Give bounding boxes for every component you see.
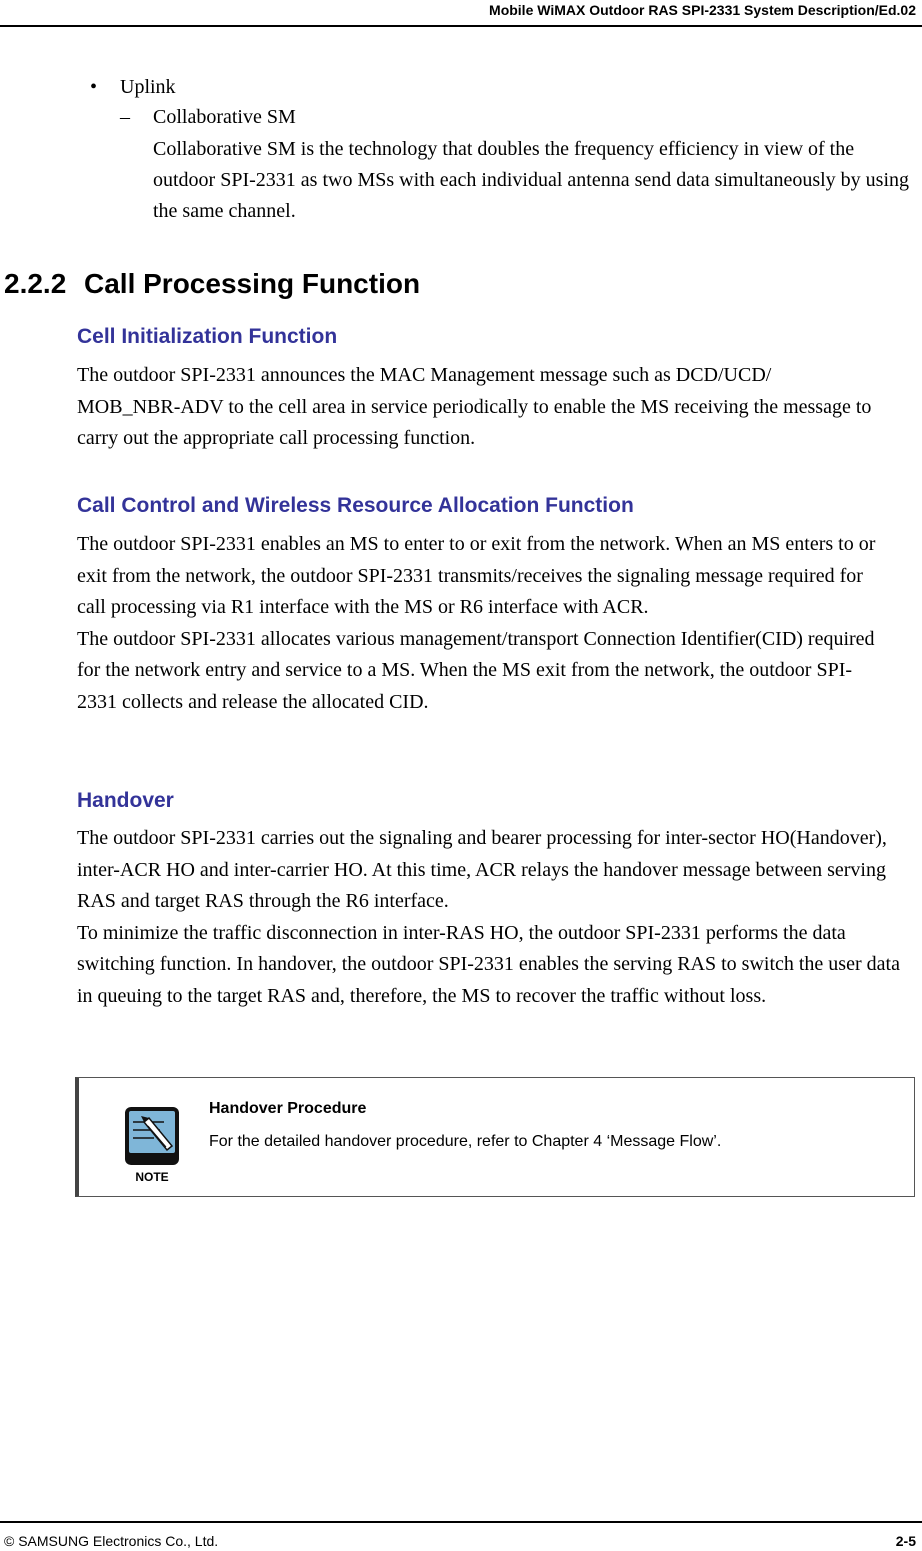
section-title: Call Processing Function xyxy=(84,268,421,299)
collaborative-sm-description: Collaborative SM is the technology that doubles the frequency efficiency in view of the outdoor SPI-2331 as two MSs with each individual antenna send data simultaneously by using the same channel. xyxy=(153,138,910,222)
footer-copyright: © SAMSUNG Electronics Co., Ltd. xyxy=(4,1533,219,1549)
call-control-paragraph: The outdoor SPI-2331 allocates various management/transport Connection Identifier(CID) required for the network entry and service to a MS. When the MS exit from the network, the outdoor SPI-2331 collects and release the allocated CID. xyxy=(77,627,875,713)
handover-paragraph: The outdoor SPI-2331 carries out the signaling and bearer processing for inter-sector HO(Handover), inter-ACR HO and inter-carrier HO. At this time, ACR relays the handover message between serving RAS and target RAS through the R6 interface. xyxy=(77,827,887,912)
note-icon-label: NOTE xyxy=(135,1170,169,1184)
document-title: Mobile WiMAX Outdoor RAS SPI-2331 System Description/Ed.02 xyxy=(489,2,916,18)
handover-paragraph: To minimize the traffic disconnection in inter-RAS HO, the outdoor SPI-2331 performs the data switching function. In handover, the outdoor SPI-2331 enables the serving RAS to switch the user data in queuing to the target RAS and, therefore, the MS to recover the traffic without loss. xyxy=(77,921,900,1007)
footer-divider xyxy=(0,1521,922,1523)
bullet-marker: • xyxy=(90,76,98,98)
note-pencil-icon xyxy=(124,1106,180,1168)
handover-body xyxy=(77,823,917,1012)
page-number: 2-5 xyxy=(895,1533,916,1549)
header-divider xyxy=(0,25,922,27)
note-box xyxy=(75,1077,915,1197)
dash-marker: – xyxy=(120,106,130,128)
cell-init-heading: Cell Initialization Function xyxy=(77,325,338,348)
call-control-paragraph: The outdoor SPI-2331 enables an MS to enter to or exit from the network. When an MS enters to or exit from the network, the outdoor SPI-2331 transmits/receives the signaling message required for call processing via R1 interface with the MS or R6 interface with ACR. xyxy=(77,533,876,618)
call-control-heading: Call Control and Wireless Resource Allocation Function xyxy=(77,494,634,517)
section-number: 2.2.2 xyxy=(4,268,67,299)
call-control-body xyxy=(77,529,892,718)
section-heading xyxy=(4,268,420,300)
page-header xyxy=(0,0,922,28)
handover-heading: Handover xyxy=(77,789,174,812)
note-text: For the detailed handover procedure, refer to Chapter 4 ‘Message Flow’. xyxy=(209,1133,722,1150)
uplink-label: Uplink xyxy=(120,76,176,98)
collaborative-sm-title: Collaborative SM xyxy=(153,106,296,128)
note-title: Handover Procedure xyxy=(209,1100,367,1117)
cell-init-text: The outdoor SPI-2331 announces the MAC Management message such as DCD/UCD/ MOB_NBR-ADV to the cell area in service periodically to enable the MS receiving the message to carry out the appropriate call processing function. xyxy=(77,364,872,449)
